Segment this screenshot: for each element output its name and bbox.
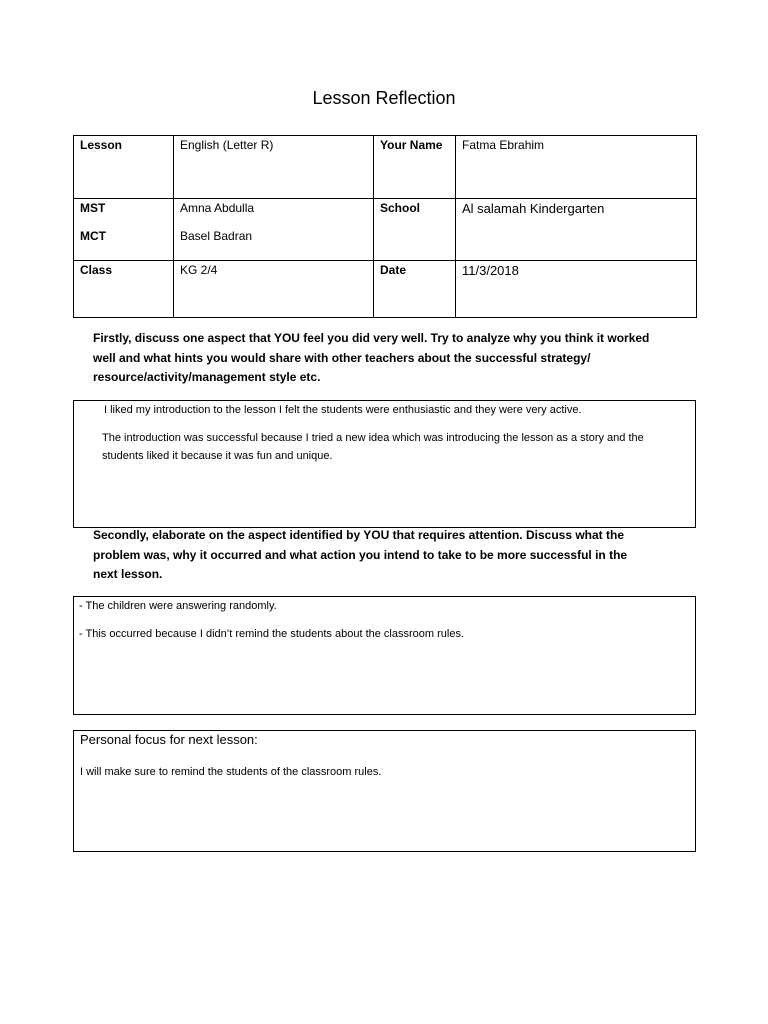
class-value: KG 2/4: [174, 261, 374, 318]
answer-box-1[interactable]: [73, 400, 696, 528]
lesson-label: Lesson: [74, 136, 174, 199]
date-value: 11/3/2018: [456, 261, 697, 318]
reflection-prompt-2: [93, 526, 650, 585]
document-title: Lesson Reflection: [312, 88, 456, 108]
prompt1-line1: Firstly, discuss one aspect that YOU feel you did very well. Try to analyze why you think it worked: [93, 331, 650, 345]
your-name-value: Fatma Ebrahim: [456, 136, 697, 199]
mst-label: MST: [80, 201, 106, 215]
your-name-label: Your Name: [374, 136, 456, 199]
school-value: Al salamah Kindergarten: [456, 199, 697, 261]
answer1-paragraph-1: I liked my introduction to the lesson I felt the students were enthusiastic and they were very active.: [104, 404, 582, 416]
answer2-paragraph-1: - The children were answering randomly.: [79, 600, 277, 612]
prompt2-line1: Secondly, elaborate on the aspect identified by YOU that requires attention. Discuss what the: [93, 528, 624, 542]
lesson-value: English (Letter R): [174, 136, 374, 199]
school-label: School: [374, 199, 456, 261]
reflection-prompt-1: [93, 329, 650, 388]
personal-focus-box[interactable]: [73, 730, 696, 852]
info-row-class: [74, 261, 697, 318]
class-label: Class: [74, 261, 174, 318]
date-label: Date: [374, 261, 456, 318]
personal-focus-heading: Personal focus for next lesson:: [80, 732, 258, 747]
prompt2-line2: problem was, why it occurred and what action you intend to take to be more successful in the: [93, 547, 628, 562]
prompt2-line3: next lesson.: [93, 567, 163, 581]
mct-label: MCT: [80, 229, 106, 243]
prompt1-line3: resource/activity/management style etc.: [93, 370, 321, 384]
lesson-info-table: [73, 135, 697, 318]
mst-mct-label-cell: [74, 199, 174, 261]
answer2-paragraph-2: - This occurred because I didn’t remind the students about the classroom rules.: [79, 628, 464, 640]
personal-focus-text: I will make sure to remind the students of the classroom rules.: [80, 766, 382, 778]
mct-value: Basel Badran: [180, 229, 253, 243]
answer-box-2[interactable]: [73, 596, 696, 715]
mst-mct-value-cell: [174, 199, 374, 261]
info-row-lesson: [74, 136, 697, 199]
answer1-paragraph-2: The introduction was successful because I tried a new idea which was introducing the lesson as a story and the students liked it because it was fun and unique.: [102, 432, 644, 462]
prompt1-line2: well and what hints you would share with other teachers about the successful strategy/: [93, 350, 591, 365]
info-row-mst-mct: [74, 199, 697, 261]
mst-value: Amna Abdulla: [180, 201, 255, 215]
